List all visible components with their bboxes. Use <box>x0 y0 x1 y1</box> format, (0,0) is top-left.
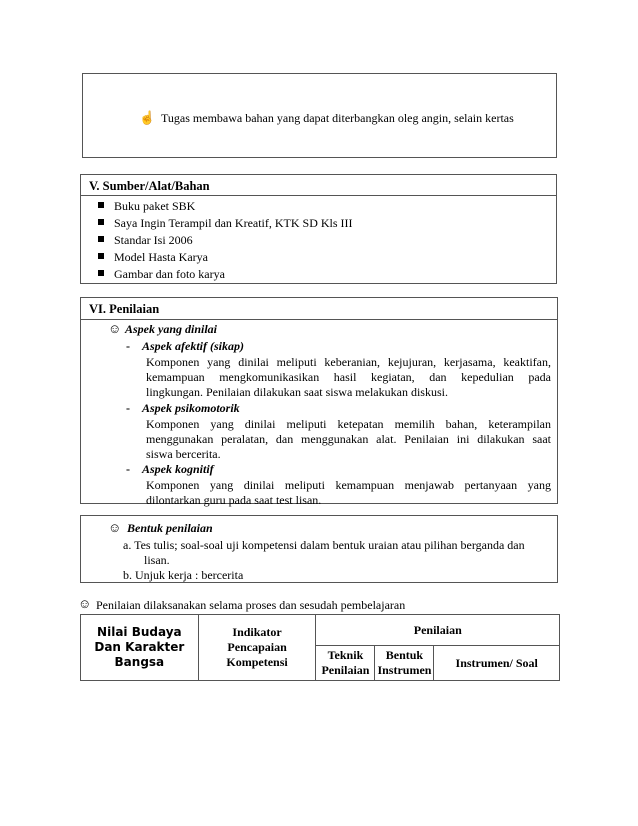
penilaian-table <box>80 614 560 681</box>
task-box <box>82 73 557 158</box>
bentuk-a-line: a. Tes tulis; soal-soal uji kompetensi dalam bentuk uraian atau pilihan berganda dan <box>123 538 525 552</box>
aspek-title: Aspek yang dinilai <box>125 322 218 336</box>
list-item: Standar Isi 2006 <box>98 233 193 248</box>
header-instrumen: Instrumen/ Soal <box>434 646 560 681</box>
psikomotorik-line: Komponen yang dinilai meliputi ketepatan memilih bahan, keterampilan <box>146 417 551 431</box>
smiley-icon: ☺ <box>78 596 92 611</box>
header-nilai-budaya: Nilai Budaya Dan Karakter Bangsa <box>81 615 199 681</box>
section-bentuk <box>80 515 558 583</box>
list-item: Buku paket SBK <box>98 199 195 214</box>
penilaian-note: Penilaian dilaksanakan selama proses dan sesudah pembelajaran <box>96 598 406 612</box>
header-penilaian: Penilaian <box>316 615 560 646</box>
afektif-line: Komponen yang dinilai meliputi keberanian, kejujuran, kerjasama, keaktifan, <box>146 355 551 369</box>
section-penilaian-heading: VI. Penilaian <box>89 302 160 316</box>
afektif-line: lingkungan. Penilaian dilakukan saat siswa melakukan diskusi. <box>146 385 448 399</box>
bentuk-title: Bentuk penilaian <box>127 521 213 535</box>
section-sumber <box>80 174 557 284</box>
psikomotorik-line: menggunakan peralatan, dan menggunakan alat. Penilaian ini dilakukan saat <box>146 432 551 446</box>
afektif-line: kemampuan mengkomunikasikan hasil kegiatan, dan kepedulian pada <box>146 370 551 384</box>
kognitif-line: Komponen yang dinilai meliputi kemampuan menjawab pertanyaan yang <box>146 478 551 492</box>
list-item: Saya Ingin Terampil dan Kreatif, KTK SD Kls III <box>98 216 353 231</box>
psikomotorik-dash: - <box>126 401 130 415</box>
section-sumber-heading: V. Sumber/Alat/Bahan <box>89 179 210 193</box>
smiley-icon: ☺ <box>108 321 122 336</box>
afektif-dash: - <box>126 339 130 353</box>
kognitif-line: dilontarkan guru pada saat test lisan. <box>146 493 322 507</box>
smiley-icon: ☺ <box>108 520 122 535</box>
kognitif-dash: - <box>126 462 130 476</box>
header-bentuk: Bentuk Instrumen <box>375 646 434 681</box>
bentuk-b-line: b. Unjuk kerja : bercerita <box>123 568 244 582</box>
section-penilaian <box>80 297 558 507</box>
kognitif-title: Aspek kognitif <box>142 462 214 476</box>
list-item: Model Hasta Karya <box>98 250 208 265</box>
psikomotorik-line: siswa bercerita. <box>146 447 221 461</box>
psikomotorik-title: Aspek psikomotorik <box>142 401 240 415</box>
afektif-title: Aspek afektif (sikap) <box>142 339 244 353</box>
task-text: Tugas membawa bahan yang dapat diterbangkan oleg angin, selain kertas <box>161 111 514 125</box>
header-teknik: Teknik Penilaian <box>316 646 375 681</box>
header-indikator: Indikator Pencapaian Kompetensi <box>198 615 316 681</box>
hand-pointing-icon: ☝ <box>139 110 156 125</box>
bentuk-a-line: lisan. <box>144 553 170 567</box>
list-item: Gambar dan foto karya <box>98 267 225 282</box>
